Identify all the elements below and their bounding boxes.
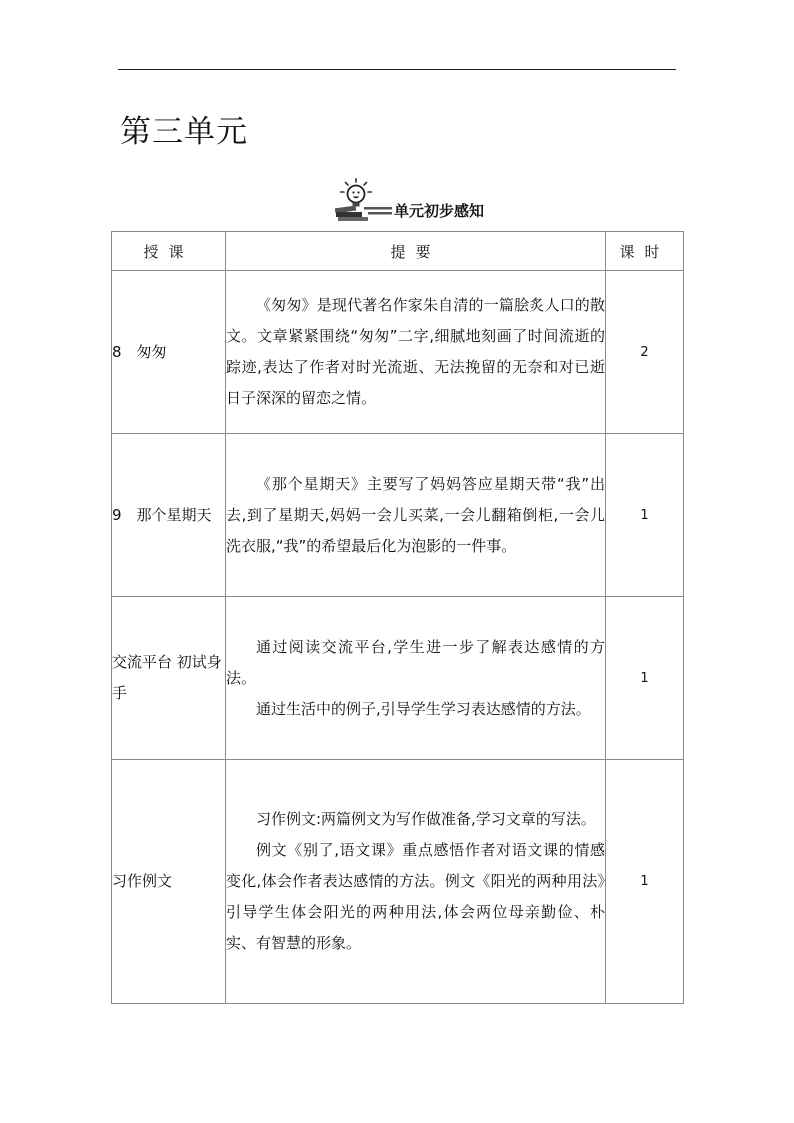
lesson-name: 8 匆匆: [112, 271, 226, 434]
header-rule: [118, 69, 676, 70]
lesson-name: 习作例文: [112, 760, 226, 1004]
table-row: [112, 597, 684, 760]
lightbulb-books-icon: [334, 178, 394, 222]
lesson-summary: [226, 597, 606, 760]
lesson-hours: 2: [606, 271, 684, 434]
lesson-summary: [226, 271, 606, 434]
summary-paragraph: 习作例文:两篇例文为写作做准备,学习文章的写法。: [256, 810, 596, 828]
summary-paragraph: 通过生活中的例子,引导学生学习表达感情的方法。: [256, 699, 591, 718]
lesson-hours: 1: [606, 760, 684, 1004]
summary-paragraph: 例文《别了,语文课》重点感悟作者对语文课的情感变化,体会作者表达感情的方法。例文《阳光的两种用法》引导学生体会阳光的两种用法,体会两位母亲勤俭、朴实、有智慧的形象。: [226, 841, 605, 952]
summary-paragraph: 《匆匆》是现代著名作家朱自清的一篇脍炙人口的散文。文章紧紧围绕“匆匆”二字,细腻地刻画了时间流逝的踪迹,表达了作者对时光流逝、无法挽留的无奈和对已逝日子深深的留恋之情。: [226, 296, 605, 407]
table-row: [112, 760, 684, 1004]
lesson-hours: 1: [606, 434, 684, 597]
unit-title: 第三单元: [120, 114, 248, 150]
table-row: [112, 271, 684, 434]
header-summary: 提要: [226, 232, 606, 271]
table-row: [112, 434, 684, 597]
lesson-summary: [226, 434, 606, 597]
section-heading-label: 单元初步感知: [394, 202, 485, 220]
lesson-summary: [226, 760, 606, 1004]
lesson-name: 9 那个星期天: [112, 434, 226, 597]
header-lesson: 授课: [112, 232, 226, 271]
summary-paragraph: 通过阅读交流平台,学生进一步了解表达感情的方法。: [226, 637, 605, 687]
summary-paragraph: 《那个星期天》主要写了妈妈答应星期天带“我”出去,到了星期天,妈妈一会儿买菜,一会儿翻箱倒柜,一会儿洗衣服,“我”的希望最后化为泡影的一件事。: [226, 474, 605, 555]
header-hours: 课时: [606, 232, 684, 271]
lesson-plan-table: [111, 231, 684, 1004]
table-header-row: [112, 232, 684, 271]
lesson-name: 交流平台 初试身手: [112, 597, 226, 760]
lesson-hours: 1: [606, 597, 684, 760]
